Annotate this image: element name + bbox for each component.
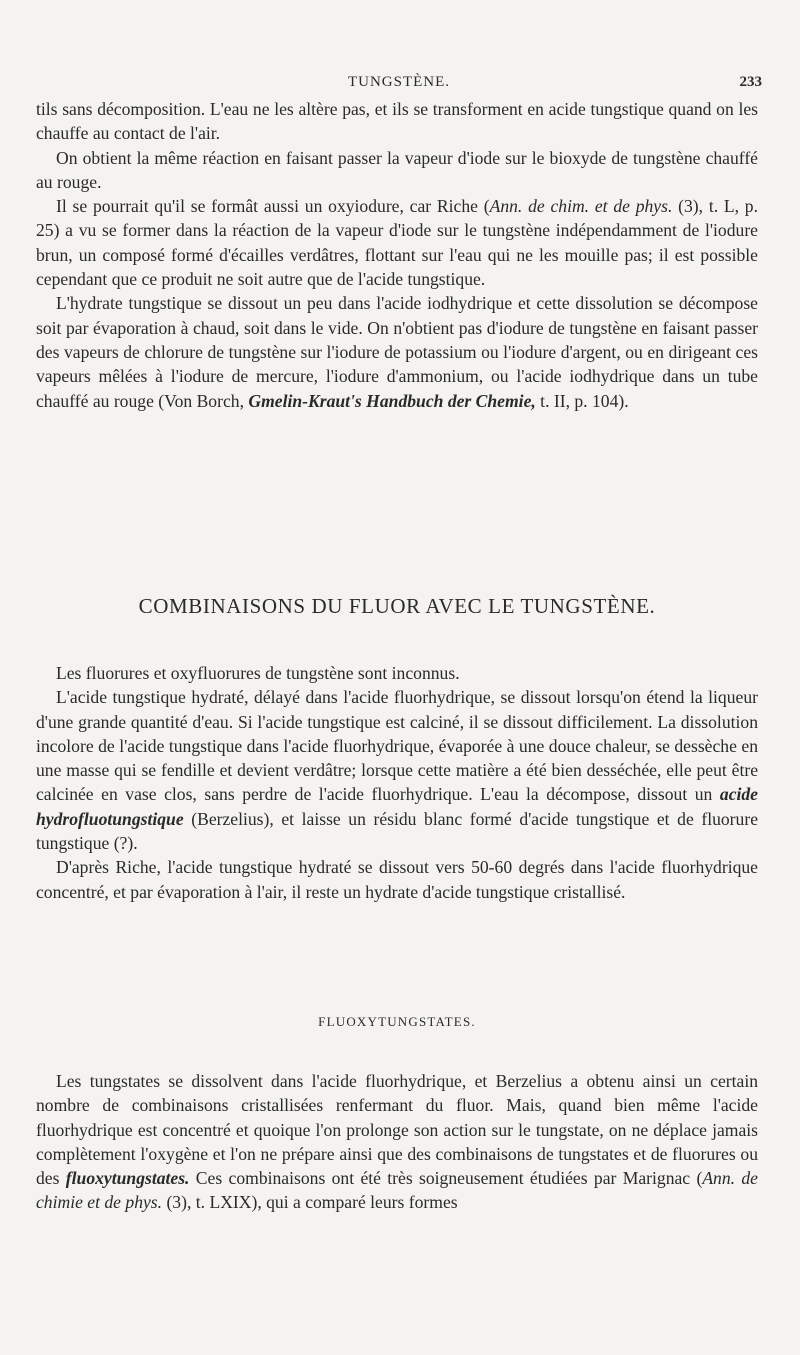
citation: Ann. de chim. et de phys.	[489, 196, 673, 217]
paragraph: On obtient la même réaction en faisant passer la vapeur d'iode sur le bioxyde de tungstène chauffé au rouge.	[36, 147, 758, 192]
term: fluoxytungstates.	[65, 1168, 190, 1189]
paragraph: D'après Riche, l'acide tungstique hydraté se dissout vers 50-60 degrés dans l'acide fluorhydrique concentré, et par évaporation à l'air, il reste un hydrate d'acide tungstique cristallisé.	[36, 857, 758, 902]
section-heading: COMBINAISONS DU FLUOR AVEC LE TUNGSTÈNE.	[138, 594, 656, 618]
page-header	[36, 74, 762, 96]
citation: Gmelin-Kraut's Handbuch der Chemie,	[248, 390, 536, 411]
paragraph: tils sans décomposition. L'eau ne les altère pas, et ils se transforment en acide tungstique quand on les chauffe au contact de l'air.	[36, 99, 758, 144]
term: acide hydrofluotungstique	[36, 784, 758, 829]
fluoxytungstates-text	[36, 1069, 758, 1215]
paragraph: Les fluorures et oxyfluorures de tungstène sont inconnus.	[56, 663, 460, 683]
citation: Ann. de chimie et de phys.	[36, 1168, 758, 1213]
paragraph: L'hydrate tungstique se dissout un peu dans l'acide iodhydrique et cette dissolution se décompose soit par évaporation à chaud, soit dans le vide. On n'obtient pas d'iodure de tungstène en faisant passer des vapeurs de chlorure de tungstène sur l'iodure de potassium ou l'iodure d'argent, ou en dirigeant ces vapeurs mêlées à l'iodure de mercure, l'iodure d'ammonium, ou l'acide iodhydrique dans un tube chauffé au rouge (Von Borch, Gmelin-Kraut's Handbuch der Chemie, t. II, p. 104).	[36, 293, 758, 411]
iodide-section-text	[36, 97, 758, 413]
page-number: 233	[739, 74, 762, 90]
paragraph: Les tungstates se dissolvent dans l'acide fluorhydrique, et Berzelius a obtenu ainsi un certain nombre de combinaisons cristallisées renfermant du fluor. Mais, quand bien même l'acide fluorhydrique est concentré et quoique l'on prolonge son action sur le tungstate, on ne déplace jamais complètement l'oxygène et l'on ne prépare ainsi que des combinaisons de tungstates et de fluorures ou des fluoxytungstates. Ces combinaisons ont été très soigneusement étudiées par Marignac (Ann. de chimie et de phys. (3), t. LXIX), qui a comparé leurs formes	[36, 1071, 758, 1213]
fluorine-section-text	[36, 661, 758, 904]
paragraph: Il se pourrait qu'il se formât aussi un oxyiodure, car Riche (Ann. de chim. et de phys. (3), t. L, p. 25) a vu se former dans la réaction de la vapeur d'iode sur le tungstène indépendamment de l'iodure brun, un composé formé d'écailles verdâtres, flottant sur l'eau qui ne les mouille pas; il est possible cependant que ce produit ne soit autre que de l'acide tungstique.	[36, 196, 758, 290]
paragraph: L'acide tungstique hydraté, délayé dans l'acide fluorhydrique, se dissout lorsqu'on étend la liqueur d'une grande quantité d'eau. Si l'acide tungstique est calciné, il se dissout difficilement. La dissolution incolore de l'acide tungstique dans l'acide fluorhydrique, évaporée à une douce chaleur, se dessèche en une masse qui se fendille et devient verdâtre; lorsque cette matière a été bien desséchée, elle peut être calcinée en vase clos, sans perdre de l'acide fluorhydrique. L'eau la décompose, dissout un acide hydrofluotungstique (Berzelius), et laisse un résidu blanc formé d'acide tungstique et de fluorure tungstique (?).	[36, 687, 758, 854]
subsection-heading: FLUOXYTUNGSTATES.	[318, 1014, 476, 1029]
running-title: TUNGSTÈNE.	[347, 74, 451, 90]
